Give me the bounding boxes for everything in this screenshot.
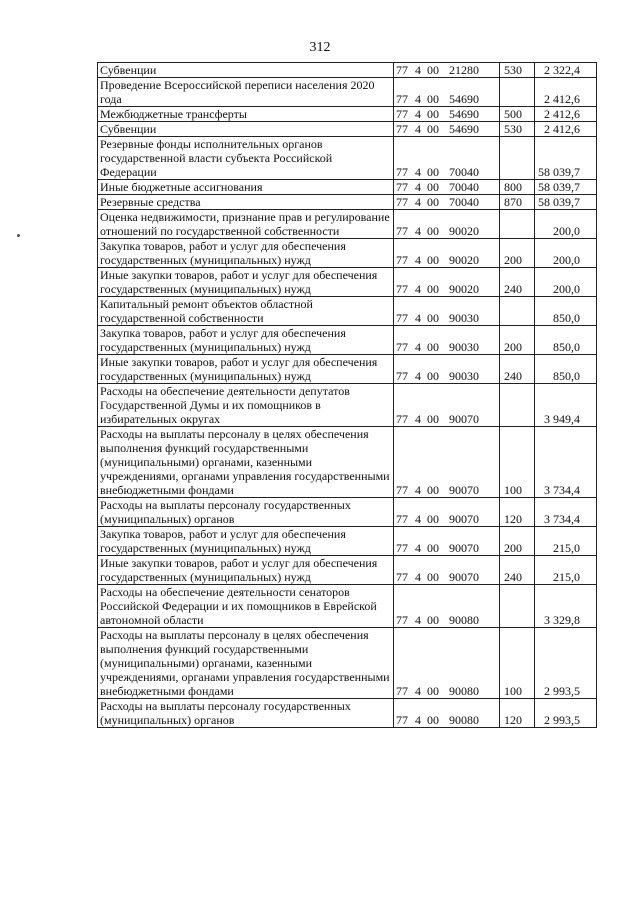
code-part: 4 [415,122,421,136]
row-expense-type: 100 [500,628,535,699]
row-target-code [394,63,500,78]
row-amount: 3 329,8 [535,585,597,628]
table-row [98,195,597,210]
row-expense-type [500,297,535,326]
code-part: 70040 [449,165,479,179]
code-part: 00 [427,165,439,179]
code-part: 77 [396,512,408,526]
code-part: 77 [396,340,408,354]
row-amount: 2 412,6 [535,78,597,107]
code-part: 00 [427,412,439,426]
row-amount: 2 412,6 [535,107,597,122]
code-part: 4 [415,541,421,555]
code-part: 90030 [449,311,479,325]
code-part: 00 [427,512,439,526]
code-part: 4 [415,311,421,325]
row-expense-type: 500 [500,107,535,122]
code-part: 70040 [449,180,479,194]
code-part: 90020 [449,253,479,267]
row-name: Резервные средства [98,195,394,210]
table-row [98,210,597,239]
table-row [98,180,597,195]
code-part: 4 [415,369,421,383]
row-name: Проведение Всероссийской переписи населения 2020 года [98,78,394,107]
row-target-code [394,384,500,427]
row-expense-type [500,78,535,107]
code-part: 00 [427,92,439,106]
row-amount: 3 949,4 [535,384,597,427]
row-amount: 58 039,7 [535,195,597,210]
code-part: 77 [396,195,408,209]
row-name: Закупка товаров, работ и услуг для обеспечения государственных (муниципальных) нужд [98,326,394,355]
row-name: Закупка товаров, работ и услуг для обеспечения государственных (муниципальных) нужд [98,527,394,556]
row-amount: 2 412,6 [535,122,597,137]
code-part: 4 [415,107,421,121]
code-part: 77 [396,107,408,121]
table-row [98,699,597,728]
code-part: 70040 [449,195,479,209]
row-name: Расходы на обеспечение деятельности сенаторов Российской Федерации и их помощников в Еврейской автономной области [98,585,394,628]
code-part: 00 [427,253,439,267]
row-amount: 2 322,4 [535,63,597,78]
code-part: 00 [427,340,439,354]
row-target-code [394,122,500,137]
row-name: Расходы на выплаты персоналу в целях обеспечения выполнения функций государственными (муниципальными) органами, казенными учреждениями, органами управления государственными внебюджетными фондами [98,628,394,699]
code-part: 4 [415,613,421,627]
row-target-code [394,628,500,699]
row-amount: 200,0 [535,268,597,297]
code-part: 4 [415,165,421,179]
row-expense-type [500,137,535,180]
row-target-code [394,355,500,384]
row-name: Расходы на выплаты персоналу государственных (муниципальных) органов [98,498,394,527]
row-name: Капитальный ремонт объектов областной государственной собственности [98,297,394,326]
table-row [98,137,597,180]
row-expense-type: 240 [500,556,535,585]
table-row [98,384,597,427]
table-row [98,427,597,498]
table-row [98,122,597,137]
row-name: Субвенции [98,122,394,137]
row-amount: 850,0 [535,326,597,355]
table-row [98,78,597,107]
code-part: 77 [396,684,408,698]
row-amount: 200,0 [535,210,597,239]
code-part: 00 [427,713,439,727]
code-part: 77 [396,122,408,136]
code-part: 4 [415,412,421,426]
row-expense-type [500,210,535,239]
table-row [98,498,597,527]
row-amount: 2 993,5 [535,628,597,699]
code-part: 4 [415,180,421,194]
table-row [98,585,597,628]
code-part: 00 [427,541,439,555]
code-part: 77 [396,165,408,179]
code-part: 90030 [449,340,479,354]
row-expense-type: 240 [500,268,535,297]
code-part: 77 [396,483,408,497]
code-part: 4 [415,224,421,238]
budget-table-body [98,63,597,728]
row-target-code [394,239,500,268]
code-part: 54690 [449,92,479,106]
row-expense-type: 800 [500,180,535,195]
row-amount: 3 734,4 [535,427,597,498]
code-part: 77 [396,541,408,555]
code-part: 77 [396,570,408,584]
code-part: 90070 [449,483,479,497]
row-name: Оценка недвижимости, признание прав и регулирование отношений по государственной собственности [98,210,394,239]
code-part: 00 [427,63,439,77]
code-part: 00 [427,180,439,194]
code-part: 77 [396,63,408,77]
code-part: 77 [396,282,408,296]
code-part: 21280 [449,63,479,77]
row-name: Расходы на обеспечение деятельности депутатов Государственной Думы и их помощников в избирательных округах [98,384,394,427]
row-target-code [394,137,500,180]
row-name: Межбюджетные трансферты [98,107,394,122]
table-row [98,107,597,122]
code-part: 90020 [449,282,479,296]
code-part: 00 [427,369,439,383]
code-part: 00 [427,570,439,584]
code-part: 4 [415,63,421,77]
row-target-code [394,585,500,628]
code-part: 90080 [449,684,479,698]
code-part: 00 [427,282,439,296]
row-target-code [394,268,500,297]
code-part: 4 [415,195,421,209]
row-target-code [394,427,500,498]
code-part: 77 [396,311,408,325]
budget-table [97,62,597,728]
row-amount: 58 039,7 [535,137,597,180]
row-amount: 850,0 [535,297,597,326]
code-part: 90070 [449,412,479,426]
code-part: 4 [415,570,421,584]
row-name: Резервные фонды исполнительных органов государственной власти субъекта Российской Федерации [98,137,394,180]
row-name: Закупка товаров, работ и услуг для обеспечения государственных (муниципальных) нужд [98,239,394,268]
row-amount: 850,0 [535,355,597,384]
row-name: Субвенции [98,63,394,78]
code-part: 00 [427,224,439,238]
row-amount: 215,0 [535,556,597,585]
code-part: 77 [396,180,408,194]
row-target-code [394,326,500,355]
row-name: Иные бюджетные ассигнования [98,180,394,195]
row-target-code [394,556,500,585]
row-expense-type [500,585,535,628]
table-row [98,63,597,78]
row-expense-type: 530 [500,63,535,78]
code-part: 00 [427,613,439,627]
code-part: 4 [415,282,421,296]
code-part: 4 [415,713,421,727]
row-name: Иные закупки товаров, работ и услуг для обеспечения государственных (муниципальных) нужд [98,556,394,585]
code-part: 77 [396,253,408,267]
code-part: 90080 [449,613,479,627]
table-row [98,239,597,268]
code-part: 4 [415,512,421,526]
code-part: 00 [427,684,439,698]
page-number: 312 [309,40,331,55]
code-part: 77 [396,92,408,106]
row-amount: 215,0 [535,527,597,556]
row-expense-type: 240 [500,355,535,384]
table-row [98,556,597,585]
row-target-code [394,498,500,527]
code-part: 4 [415,253,421,267]
row-name: Иные закупки товаров, работ и услуг для обеспечения государственных (муниципальных) нужд [98,268,394,297]
code-part: 4 [415,92,421,106]
row-amount: 58 039,7 [535,180,597,195]
row-expense-type: 200 [500,527,535,556]
row-amount: 200,0 [535,239,597,268]
code-part: 77 [396,713,408,727]
row-target-code [394,297,500,326]
row-expense-type: 200 [500,239,535,268]
code-part: 54690 [449,122,479,136]
table-row [98,297,597,326]
code-part: 00 [427,311,439,325]
code-part: 00 [427,122,439,136]
code-part: 90080 [449,713,479,727]
row-name: Иные закупки товаров, работ и услуг для обеспечения государственных (муниципальных) нужд [98,355,394,384]
row-expense-type: 100 [500,427,535,498]
row-target-code [394,180,500,195]
row-target-code [394,210,500,239]
code-part: 77 [396,412,408,426]
code-part: 4 [415,340,421,354]
row-target-code [394,195,500,210]
row-target-code [394,527,500,556]
table-row [98,326,597,355]
row-amount: 3 734,4 [535,498,597,527]
code-part: 00 [427,107,439,121]
table-row [98,527,597,556]
row-expense-type [500,384,535,427]
code-part: 90070 [449,512,479,526]
row-expense-type: 200 [500,326,535,355]
row-name: Расходы на выплаты персоналу в целях обеспечения выполнения функций государственными (муниципальными) органами, казенными учреждениями, органами управления государственными внебюджетными фондами [98,427,394,498]
row-expense-type: 870 [500,195,535,210]
code-part: 90070 [449,570,479,584]
code-part: 54690 [449,107,479,121]
row-expense-type: 530 [500,122,535,137]
row-expense-type: 120 [500,498,535,527]
row-target-code [394,78,500,107]
scan-artifact-dot [17,234,20,237]
row-name: Расходы на выплаты персоналу государственных (муниципальных) органов [98,699,394,728]
row-target-code [394,107,500,122]
code-part: 77 [396,224,408,238]
code-part: 4 [415,684,421,698]
table-row [98,628,597,699]
row-amount: 2 993,5 [535,699,597,728]
code-part: 90070 [449,541,479,555]
row-target-code [394,699,500,728]
code-part: 90030 [449,369,479,383]
code-part: 77 [396,613,408,627]
code-part: 4 [415,483,421,497]
code-part: 00 [427,483,439,497]
code-part: 00 [427,195,439,209]
code-part: 90020 [449,224,479,238]
table-row [98,355,597,384]
row-expense-type: 120 [500,699,535,728]
code-part: 77 [396,369,408,383]
table-row [98,268,597,297]
